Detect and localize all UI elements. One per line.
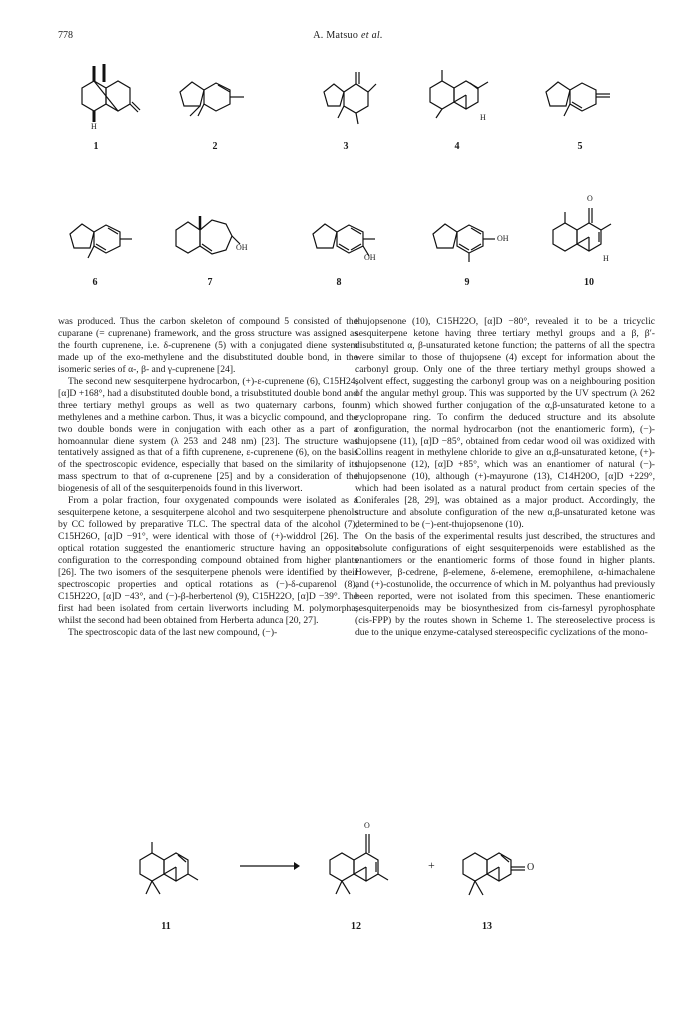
left-text-column xyxy=(58,316,358,639)
h-label-1: H xyxy=(91,122,97,131)
o-label-10: O xyxy=(587,194,593,203)
oh-label-7: OH xyxy=(236,243,248,252)
o-label-12: O xyxy=(364,821,370,830)
compound-label-2: 2 xyxy=(212,141,218,152)
structure-9 xyxy=(425,212,525,267)
running-head-etal: et al. xyxy=(360,30,383,41)
right-paragraph-2: On the basis of the experimental results just described, the structures and absolute configurations of eight sesquiterpenoids were established as the enantiomers or the enantiomeric forms of those found in higher plants. However, β-cedrene, β-elemene, δ-elemene, eremophilene, α-himachalene and (+)-costunolide, the occurrence of which in M. polyanthus had previously been reported, were not isolated from this specimen. These enantiomeric sesquiterpenoids may be biosynthesized from cis-farnesyl pyrophosphate (cis-FPP) by the routes shown in Scheme 1. The stereoselective process is due to the unique enzyme-catalysed stereospecific cyclizations of the mono- xyxy=(355,531,655,638)
h-label-4: H xyxy=(480,113,486,122)
compound-label-11: 11 xyxy=(161,921,171,932)
oh-label-8: OH xyxy=(364,253,376,262)
structure-11 xyxy=(132,838,212,908)
compound-label-9: 9 xyxy=(464,277,470,288)
h-label-10: H xyxy=(603,254,609,263)
structure-12 xyxy=(322,818,407,908)
running-head-author: A. Matsuo xyxy=(313,30,359,41)
structure-3 xyxy=(314,62,384,132)
structure-13 xyxy=(455,835,550,910)
structure-1 xyxy=(72,60,142,135)
page-number: 778 xyxy=(58,30,73,41)
compound-label-13: 13 xyxy=(482,921,492,932)
reaction-arrow xyxy=(240,860,300,872)
left-paragraph-4: The spectroscopic data of the last new compound, (−)- xyxy=(68,626,278,638)
structure-6 xyxy=(62,212,152,267)
compound-label-6: 6 xyxy=(92,277,98,288)
right-text-column xyxy=(355,316,655,639)
structure-7 xyxy=(168,206,258,271)
compound-label-4: 4 xyxy=(454,141,460,152)
compound-label-12: 12 xyxy=(351,921,361,932)
compound-label-5: 5 xyxy=(577,141,583,152)
compound-label-10: 10 xyxy=(584,277,594,288)
plus-sign: + xyxy=(428,858,435,872)
right-paragraph-1: thujopsenone (10), C15H22O, [α]D −80°, revealed it to be a tricyclic sesquiterpene ketone having three tertiary methyl groups and a β, β′-disubstituted α, β-unsaturated ketone function; the patterns of all the spectra were similar to those of thujopsene (4) except for information about the carbonyl group. Only one of the three tertiary methyl groups showed a solvent effect, suggesting the carbonyl group was on a neighbouring position of the angular methyl group. This was supported by the UV spectrum (λ 262 nm) which showed further conjugation of the α,β-unsaturated ketone to a cyclopropane ring. To confirm the deduced structure and its absolute configuration, the normal hydrocarbon (not the enantiomeric form), (−)-thujopsene (11), [α]D −85°, obtained from cedar wood oil was oxidized with Collins reagent in methylene chloride to give an α,β-unsaturated ketone, (+)-thujopsenone (12), [α]D +85°, which was an enantiomer of natural (−)-thujopsenone (10), although (+)-mayurone (13), C14H20O, [α]D +229°, which had been isolated as a natural product from certain species of the Coniferales [28, 29], was obtained as a major product. Accordingly, the structure and absolute configuration of the new α,β-unsaturated ketone was determined to be (−)-ent-thujopsenone (10). xyxy=(355,316,655,531)
left-paragraph-2: The second new sesquiterpene hydrocarbon, (+)-ε-cuprenene (6), C15H24, [α]D +168°, had a disubstituted double bond, a trisubstituted double bond and three tertiary methyl groups as well as two quaternary carbons, four methylenes and a methine carbon. Thus, it was a bicyclic compound, and the two double bonds were in conjugation with each other as a part of a homoannular diene system (λ 253 and 248 nm) [23]. The structure was tentatively assigned as that of a fifth cuprenene, ε-cuprenene (6), on the basis of the spectroscopic evidence, especially that based on the similarity of its mass spectrum to that of α-cuprenene [25] and by a consideration of the biogenesis of all of the sesquiterpenoids found in this liverwort. xyxy=(58,375,358,495)
structure-5 xyxy=(538,70,628,125)
structure-10 xyxy=(545,190,625,270)
o-label-13: O xyxy=(527,862,535,873)
structure-2 xyxy=(172,70,262,125)
compound-label-7: 7 xyxy=(207,277,213,288)
structure-8 xyxy=(305,212,395,267)
left-paragraph-1: was produced. Thus the carbon skeleton of compound 5 consisted of the cuparane (= cuprenane) framework, and the gross structure was assigned as the fourth cuprenene, i.e. δ-cuprenene (5) with a conjugated diene system made up of the exo-methylene and the disubstituted double bond, in the isomeric series of α-, β- and γ-cuprenene [24]. xyxy=(58,316,358,375)
running-head xyxy=(0,30,696,41)
compound-label-3: 3 xyxy=(343,141,349,152)
oh-label-9: OH xyxy=(497,234,509,243)
compound-label-8: 8 xyxy=(336,277,342,288)
compound-label-1: 1 xyxy=(93,141,99,152)
left-paragraph-3: From a polar fraction, four oxygenated compounds were isolated as a sesquiterpene ketone, a sesquiterpene alcohol and two sesquiterpene phenols by CC followed by preparative TLC. The spectral data of the alcohol (7), C15H26O, [α]D −91°, were identical with those of (+)-widdrol [26]. The optical rotation suggested the enantiomeric structure having an opposite configuration to the corresponding compound obtained from higher plants [26]. The two isomers of the sesquiterpene phenols were identified by their spectroscopic properties and optical rotations as (−)-δ-cuparenol (8), C15H22O, [α]D −43°, and (−)-β-herbertenol (9), C15H22O, [α]D −39°. The first had been isolated from certain liverworts including M. polymorpha, whilst the second had been obtained from Herberta adunca [20, 27]. xyxy=(58,495,358,626)
